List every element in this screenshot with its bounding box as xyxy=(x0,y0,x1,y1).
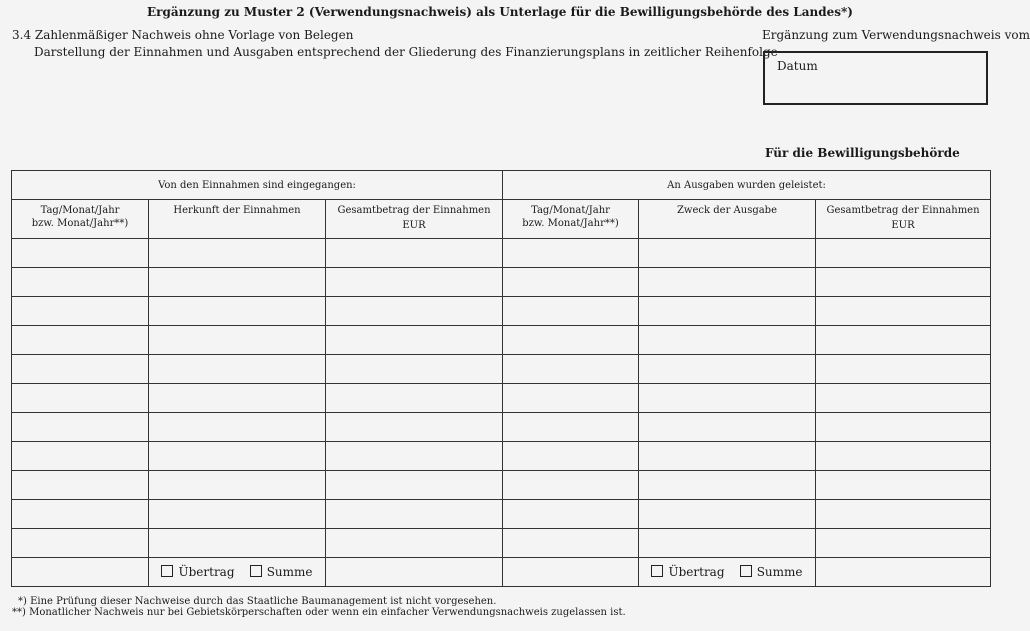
entry-cell[interactable] xyxy=(816,471,991,500)
entry-cell[interactable] xyxy=(503,471,639,500)
entry-cell[interactable] xyxy=(503,326,639,355)
table-row xyxy=(12,297,991,326)
entry-cell[interactable] xyxy=(639,442,816,471)
entry-cell[interactable] xyxy=(12,471,149,500)
entry-cell[interactable] xyxy=(503,239,639,268)
entry-cell[interactable] xyxy=(639,239,816,268)
entry-cell[interactable] xyxy=(816,268,991,297)
entry-cell[interactable] xyxy=(326,500,503,529)
entry-cell[interactable] xyxy=(639,413,816,442)
carryover-label: Übertrag xyxy=(178,565,235,579)
entry-cell[interactable] xyxy=(816,326,991,355)
column-header xyxy=(639,200,816,239)
table-row xyxy=(12,413,991,442)
table-row xyxy=(12,500,991,529)
entry-cell[interactable] xyxy=(149,297,326,326)
table-row xyxy=(12,239,991,268)
carryover-label: Übertrag xyxy=(668,565,725,579)
column-header-line1: Zweck der Ausgabe xyxy=(676,205,778,216)
income-total-cell[interactable] xyxy=(326,558,503,587)
entry-cell[interactable] xyxy=(149,413,326,442)
table-row xyxy=(12,355,991,384)
column-header xyxy=(326,200,503,239)
entry-cell[interactable] xyxy=(326,384,503,413)
entry-cell[interactable] xyxy=(149,471,326,500)
entry-cell[interactable] xyxy=(639,297,816,326)
expense-carryover-checkbox[interactable] xyxy=(651,565,724,579)
expense-totals-options xyxy=(639,558,816,587)
column-header xyxy=(12,200,149,239)
entry-cell[interactable] xyxy=(326,413,503,442)
section-subtitle: Darstellung der Einnahmen und Ausgaben entsprechend der Gliederung des Finanzierungsplans in zeitlicher Reihenfolge xyxy=(34,45,778,59)
footnote-2: **) Monatlicher Nachweis nur bei Gebietskörperschaften oder wenn ein einfacher Verwendungsnachweis zugelassen ist. xyxy=(12,607,626,618)
entry-cell[interactable] xyxy=(639,326,816,355)
supplement-label: Ergänzung zum Verwendungsnachweis vom xyxy=(762,28,1030,42)
income-sum-checkbox[interactable] xyxy=(250,565,313,579)
entry-cell[interactable] xyxy=(816,442,991,471)
authority-label: Für die Bewilligungsbehörde xyxy=(765,146,960,160)
form-title: Ergänzung zu Muster 2 (Verwendungsnachweis) als Unterlage für die Bewilligungsbehörde des Landes*) xyxy=(147,5,853,19)
table-row xyxy=(12,471,991,500)
footnote-1: *) Eine Prüfung dieser Nachweise durch das Staatliche Baumanagement ist nicht vorgesehen. xyxy=(18,596,497,607)
entry-cell[interactable] xyxy=(326,442,503,471)
cell[interactable] xyxy=(503,558,639,587)
income-group-header: Von den Einnahmen sind eingegangen: xyxy=(12,171,503,200)
entry-cell[interactable] xyxy=(149,384,326,413)
entry-cell[interactable] xyxy=(816,529,991,558)
checkbox-icon xyxy=(651,565,663,577)
entry-cell[interactable] xyxy=(639,471,816,500)
entry-cell[interactable] xyxy=(12,239,149,268)
expense-group-header: An Ausgaben wurden geleistet: xyxy=(503,171,991,200)
table-row xyxy=(12,384,991,413)
entry-cell[interactable] xyxy=(326,355,503,384)
entry-cell[interactable] xyxy=(149,268,326,297)
expense-sum-checkbox[interactable] xyxy=(740,565,803,579)
income-expense-table xyxy=(11,170,991,587)
entry-cell[interactable] xyxy=(503,500,639,529)
entry-cell[interactable] xyxy=(12,529,149,558)
column-header xyxy=(149,200,326,239)
entry-cell[interactable] xyxy=(326,529,503,558)
entry-cell[interactable] xyxy=(503,442,639,471)
income-totals-options xyxy=(149,558,326,587)
table-row xyxy=(12,442,991,471)
section-heading: 3.4 Zahlenmäßiger Nachweis ohne Vorlage von Belegen xyxy=(12,28,354,42)
entry-cell[interactable] xyxy=(12,442,149,471)
entry-cell[interactable] xyxy=(149,442,326,471)
entry-cell[interactable] xyxy=(326,297,503,326)
entry-cell[interactable] xyxy=(816,355,991,384)
entry-cell[interactable] xyxy=(326,239,503,268)
column-header-line1: Tag/Monat/Jahr xyxy=(40,205,120,216)
entry-cell[interactable] xyxy=(149,500,326,529)
column-header xyxy=(503,200,639,239)
entry-cell[interactable] xyxy=(12,500,149,529)
entry-cell[interactable] xyxy=(639,529,816,558)
entry-cell[interactable] xyxy=(816,384,991,413)
checkbox-icon xyxy=(740,565,752,577)
column-header-line2: EUR xyxy=(402,220,426,231)
entry-cell[interactable] xyxy=(12,268,149,297)
entry-cell[interactable] xyxy=(816,239,991,268)
column-header-line1: Herkunft der Einnahmen xyxy=(173,205,301,216)
column-header-line1: Gesamtbetrag der Einnahmen xyxy=(337,205,491,216)
cell[interactable] xyxy=(12,558,149,587)
entry-cell[interactable] xyxy=(503,529,639,558)
entry-cell[interactable] xyxy=(639,384,816,413)
entry-cell[interactable] xyxy=(149,529,326,558)
column-header xyxy=(816,200,991,239)
entry-cell[interactable] xyxy=(149,239,326,268)
entry-cell[interactable] xyxy=(816,413,991,442)
date-label: Datum xyxy=(777,59,818,73)
income-carryover-checkbox[interactable] xyxy=(161,565,234,579)
entry-cell[interactable] xyxy=(326,471,503,500)
entry-cell[interactable] xyxy=(12,297,149,326)
column-header-line2: bzw. Monat/Jahr**) xyxy=(522,218,619,229)
entry-cell[interactable] xyxy=(326,326,503,355)
entry-cell[interactable] xyxy=(149,326,326,355)
entry-cell[interactable] xyxy=(503,384,639,413)
entry-cell[interactable] xyxy=(639,500,816,529)
entry-cell[interactable] xyxy=(12,384,149,413)
table-row xyxy=(12,268,991,297)
entry-cell[interactable] xyxy=(639,268,816,297)
entry-cell[interactable] xyxy=(149,355,326,384)
table-row xyxy=(12,326,991,355)
entry-cell[interactable] xyxy=(503,355,639,384)
table-row xyxy=(12,529,991,558)
checkbox-icon xyxy=(161,565,173,577)
entry-cell[interactable] xyxy=(326,268,503,297)
entry-cell[interactable] xyxy=(639,355,816,384)
sum-label: Summe xyxy=(266,565,313,579)
entry-cell[interactable] xyxy=(503,413,639,442)
entry-cell[interactable] xyxy=(816,500,991,529)
entry-cell[interactable] xyxy=(12,355,149,384)
entry-cell[interactable] xyxy=(12,413,149,442)
entry-cell[interactable] xyxy=(12,326,149,355)
sum-label: Summe xyxy=(756,565,803,579)
column-header-line1: Gesamtbetrag der Einnahmen xyxy=(826,205,980,216)
entry-cell[interactable] xyxy=(816,297,991,326)
checkbox-icon xyxy=(250,565,262,577)
date-field[interactable] xyxy=(763,51,988,105)
column-header-line2: EUR xyxy=(891,220,915,231)
column-header-line2: bzw. Monat/Jahr**) xyxy=(31,218,129,229)
entry-cell[interactable] xyxy=(503,297,639,326)
column-header-line1: Tag/Monat/Jahr xyxy=(531,205,610,216)
expense-total-cell[interactable] xyxy=(816,558,991,587)
entry-cell[interactable] xyxy=(503,268,639,297)
